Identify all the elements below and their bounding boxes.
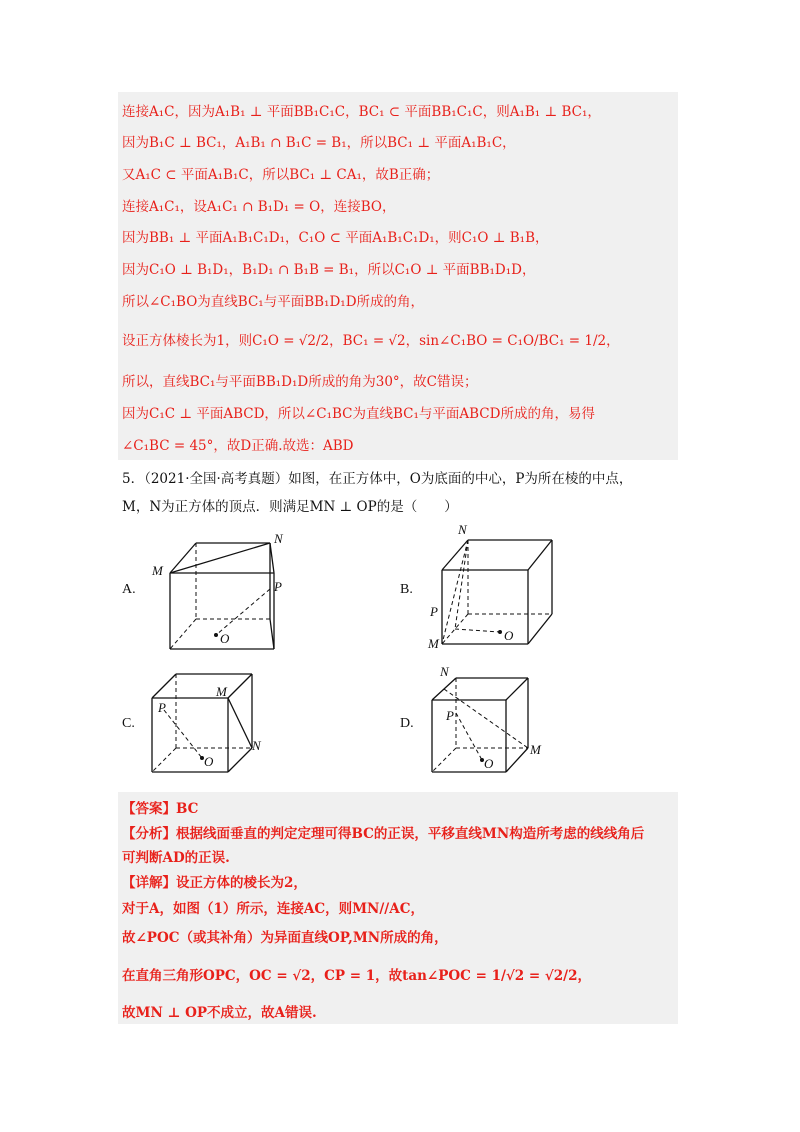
fig-b-p: P [430,604,438,619]
detail-line-1: 【详解】设正方体的棱长为2， [122,875,307,891]
solution-line-7: 所以∠C₁BO为直线BC₁与平面BB₁D₁D所成的角， [122,294,425,310]
fig-b-n: N [458,522,467,537]
solution-line-5: 因为BB₁ ⊥ 平面A₁B₁C₁D₁，C₁O ⊂ 平面A₁B₁C₁D₁，则C₁O ⊥ B₁B， [122,230,549,246]
option-d-label: D. [400,716,414,731]
figure-d-cube [420,664,570,784]
solution-line-10: 因为C₁C ⊥ 平面ABCD，所以∠C₁BC为直线BC₁与平面ABCD所成的角，易得 [122,406,595,422]
solution-line-8: 设正方体棱长为1，则C₁O = √2/2，BC₁ = √2，sin∠C₁BO = C₁O/BC₁ = 1/2， [122,333,620,349]
answer-line: 【答案】BC [122,801,199,817]
option-a-label: A. [122,582,136,597]
fig-d-m: M [530,742,541,757]
fig-b-m: M [428,636,439,651]
detail-line-3: 故∠POC（或其补角）为异面直线OP,MN所成的角， [122,930,448,946]
question-line-1: 5．（2021·全国·高考真题）如图，在正方体中，O为底面的中心，P为所在棱的中点， [122,471,633,487]
fig-c-o: O [204,754,214,769]
fig-c-m: M [216,684,227,699]
figure-a-cube [140,525,300,660]
analysis-line-1: 【分析】根据线面垂直的判定定理可得BC的正误，平移直线MN构造所考虑的线线角后 [122,826,645,842]
fig-d-n: N [440,664,449,679]
figure-b-cube [422,520,572,655]
solution-line-6: 因为C₁O ⊥ B₁D₁，B₁D₁ ∩ B₁B = B₁，所以C₁O ⊥ 平面BB₁D₁D， [122,262,536,278]
fig-a-m: M [152,563,163,578]
fig-d-p: P [446,708,454,723]
analysis-line-2: 可判断AD的正误. [122,850,230,866]
detail-line-2: 对于A，如图（1）所示，连接AC，则MN//AC， [122,901,424,917]
solution-line-4: 连接A₁C₁，设A₁C₁ ∩ B₁D₁ = O，连接BO， [122,199,396,215]
solution-line-2: 因为B₁C ⊥ BC₁，A₁B₁ ∩ B₁C = B₁，所以BC₁ ⊥ 平面A₁B₁C， [122,135,516,151]
detail-line-5: 故MN ⊥ OP不成立，故A错误. [122,1005,317,1021]
fig-a-p: P [274,579,282,594]
fig-c-n: N [252,738,261,753]
fig-d-o: O [484,756,494,771]
solution-line-11: ∠C₁BC = 45°，故D正确.故选：ABD [122,438,354,454]
solution-line-9: 所以，直线BC₁与平面BB₁D₁D所成的角为30°，故C错误； [122,374,478,390]
figure-c-cube [140,668,290,788]
fig-a-n: N [274,531,283,546]
question-line-2: M，N为正方体的顶点．则满足MN ⊥ OP的是（ ） [122,499,458,515]
option-c-label: C. [122,716,135,731]
fig-a-o: O [220,631,230,646]
fig-c-p: P [158,700,166,715]
solution-line-1: 连接A₁C，因为A₁B₁ ⊥ 平面BB₁C₁C，BC₁ ⊂ 平面BB₁C₁C，则A₁B₁ ⊥ BC₁， [122,104,601,120]
fig-b-o: O [504,628,514,643]
detail-line-4: 在直角三角形OPC，OC = √2，CP = 1，故tan∠POC = 1/√2 = √2/2， [122,968,592,984]
solution-line-3: 又A₁C ⊂ 平面A₁B₁C，所以BC₁ ⊥ CA₁，故B正确； [122,167,440,183]
option-b-label: B. [400,582,413,597]
